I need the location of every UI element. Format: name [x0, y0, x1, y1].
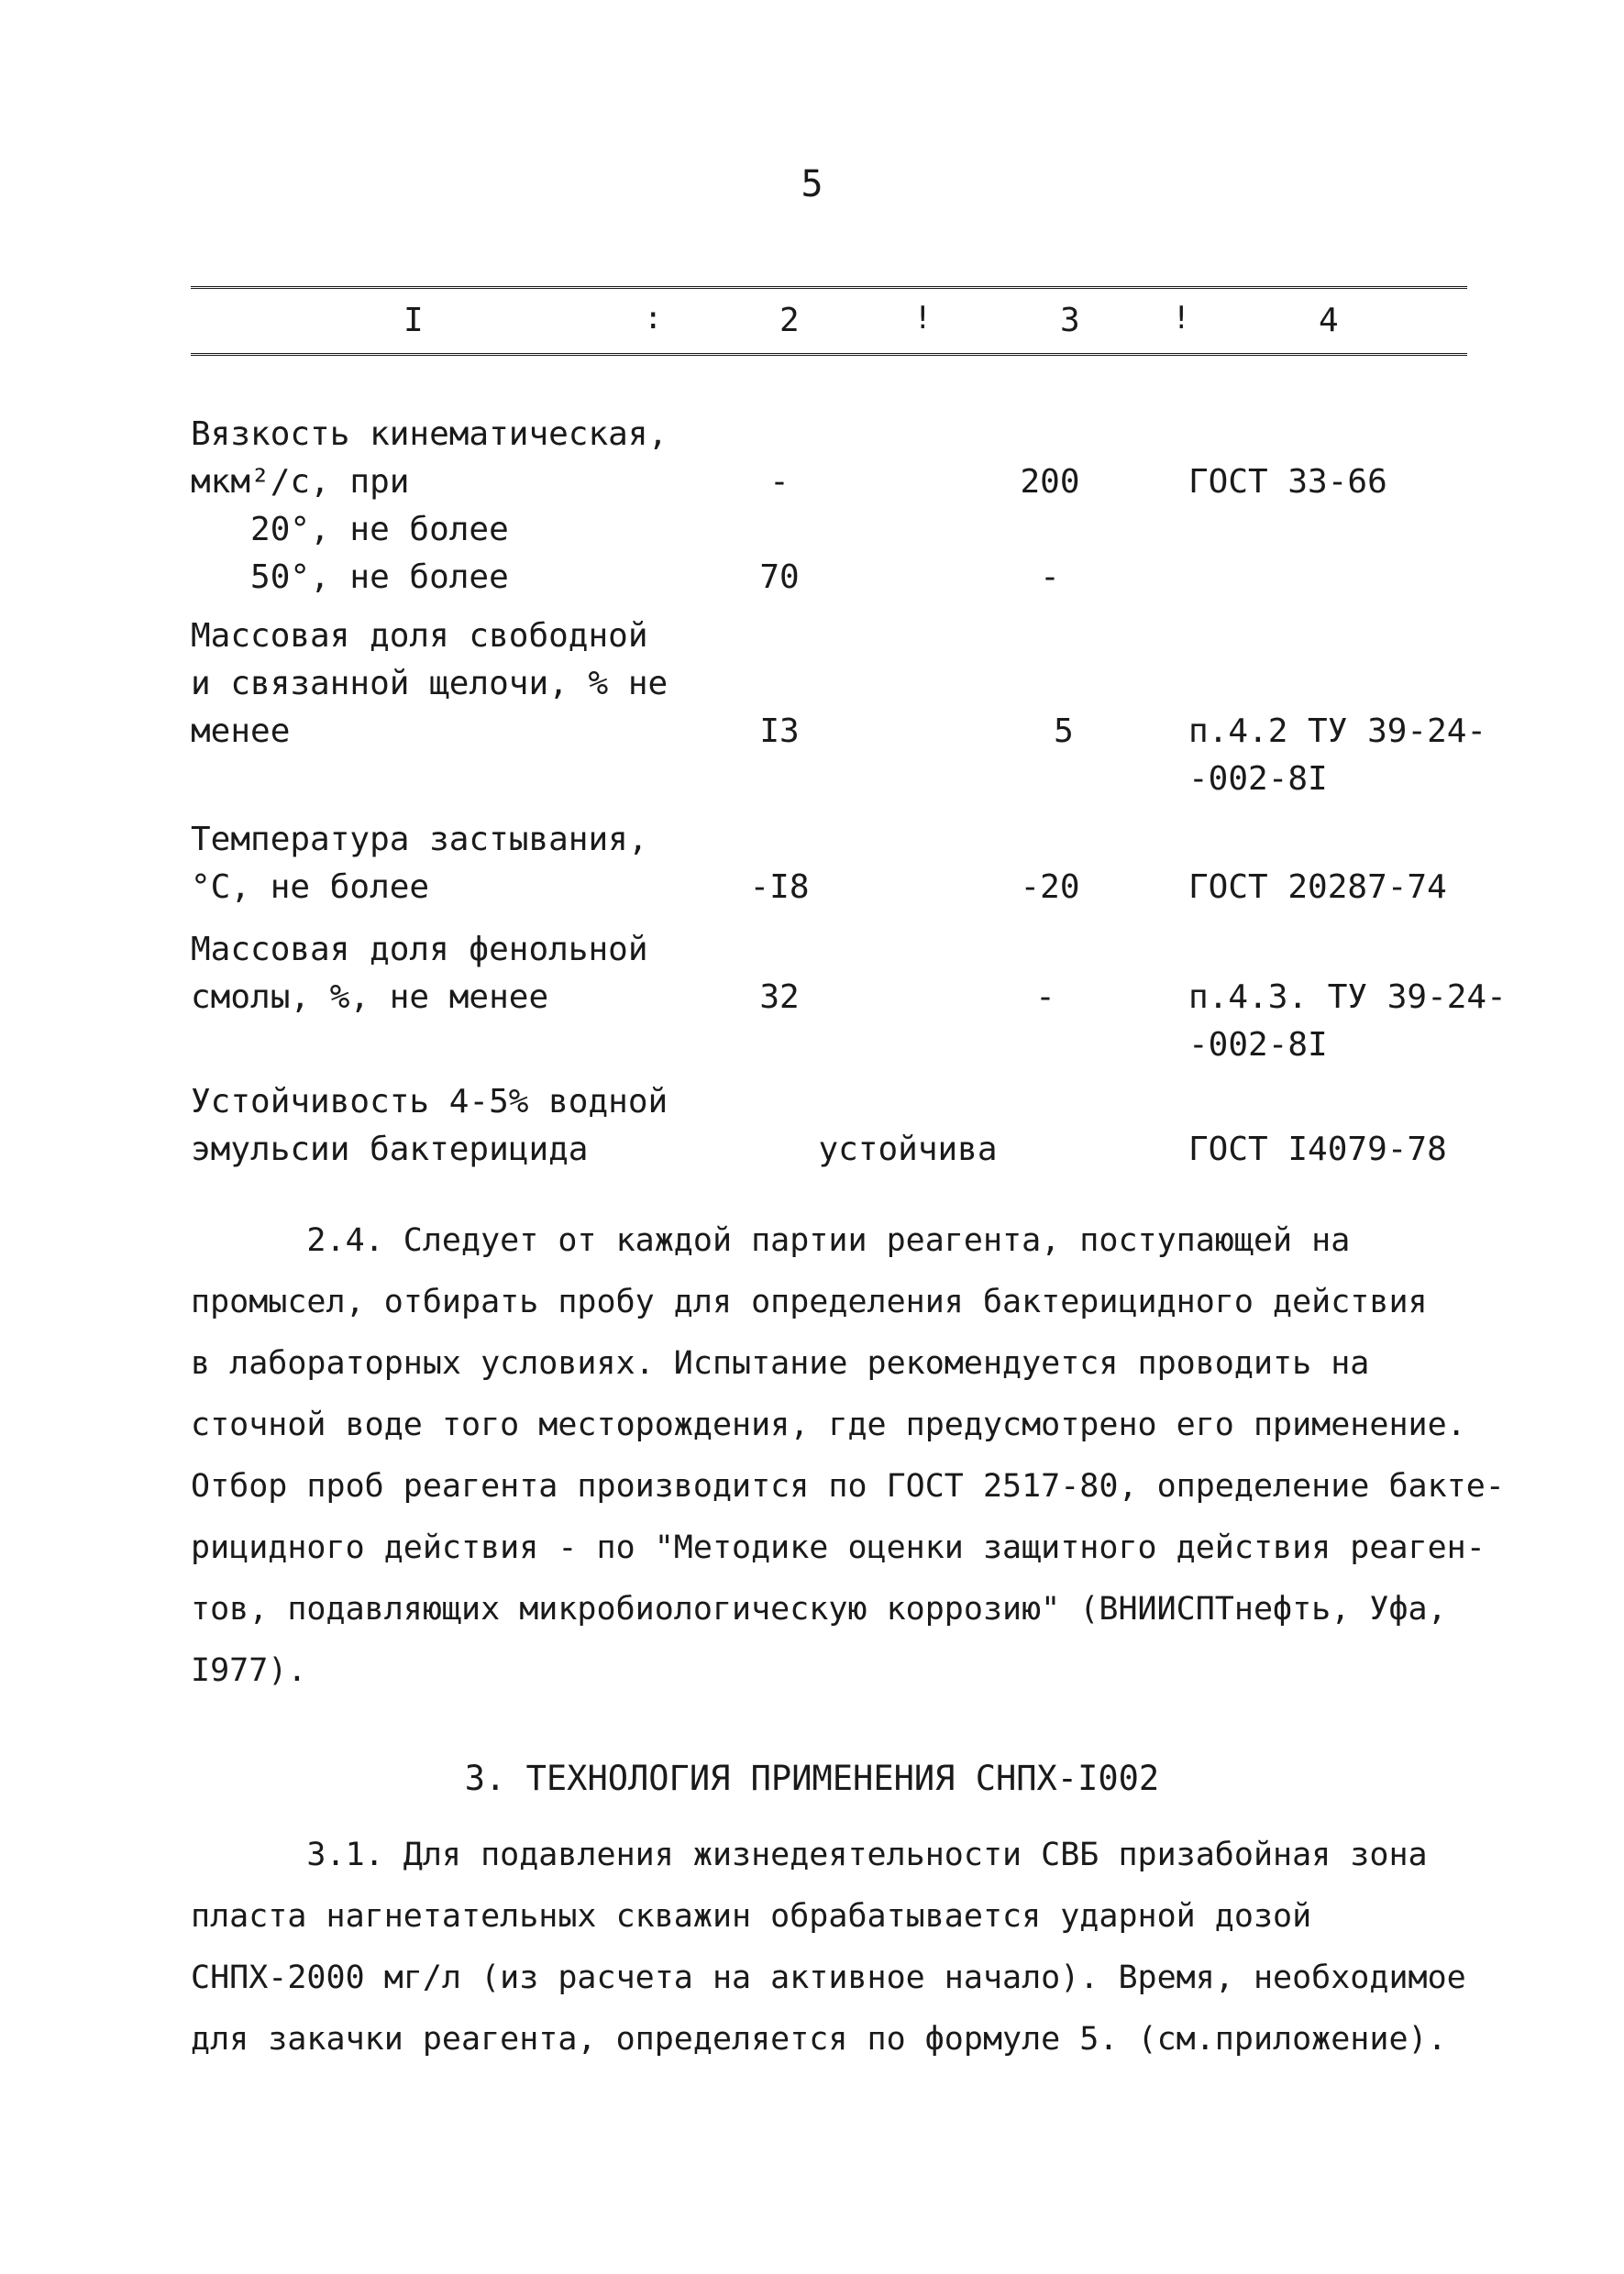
cell-alkali-col3: 5 — [1054, 712, 1074, 750]
cell-alkali-col4: п.4.2 ТУ 39-24- -002-8I — [1188, 712, 1487, 798]
cell-pour-point-col4: ГОСТ 20287-74 — [1188, 868, 1447, 906]
cell-pour-point-col3: -20 — [1020, 868, 1080, 906]
paragraph-2-4: 2.4. Следует от каждой партии реагента, поступающей на промысел, отбирать пробу для определения бактерицидного действия в лабораторных условиях. Испытание рекомендуется проводить на сточной воде того месторождения, где предусмотрено его применение. Отбор проб реагента производится по ГОСТ 2517-80, определение бакте- рицидного действия - по "Методике оценки защитного действия реаген- тов, подавляющих микробиологическую коррозию" (ВНИИСПТнефть, Уфа, I977). — [191, 1222, 1505, 1689]
column-separator: ! — [913, 300, 933, 337]
paragraph-3-1: 3.1. Для подавления жизнедеятельности СВБ призабойная зона пласта нагнетательных скважин обрабатывается ударной дозой СНПХ-2000 мг/л (из расчета на активное начало). Время, необходимое для закачки реагента, определяется по формуле 5. (см.приложение). — [191, 1837, 1466, 2058]
column-number-1: I — [403, 302, 424, 339]
cell-viscosity-col3: 200 - — [1020, 463, 1080, 596]
table-header — [191, 286, 1467, 356]
row-label-viscosity: Вязкость кинематическая, мкм²/с, при 20°, не более 50°, не более — [191, 415, 668, 596]
cell-phenolic-resin-col2: 32 — [759, 978, 800, 1016]
cell-phenolic-resin-col3: - — [1035, 978, 1055, 1016]
column-separator: ! — [1172, 300, 1191, 337]
cell-viscosity-col2: - 70 — [759, 463, 800, 596]
column-separator: : — [644, 300, 663, 337]
row-label-alkali: Массовая доля свободной и связанной щелочи, % не менее — [191, 617, 668, 750]
cell-alkali-col2: I3 — [759, 712, 800, 750]
row-label-emulsion-stability: Устойчивость 4-5% водной эмульсии бактерицида — [191, 1083, 668, 1168]
section-heading: 3. ТЕХНОЛОГИЯ ПРИМЕНЕНИЯ СНПХ-I002 — [464, 1759, 1160, 1798]
cell-emulsion-stability-col4: ГОСТ I4079-78 — [1188, 1131, 1447, 1168]
cell-viscosity-col4: ГОСТ 33-66 — [1188, 463, 1387, 501]
cell-emulsion-stability-col2-3: устойчива — [818, 1131, 998, 1168]
column-number-4: 4 — [1319, 302, 1339, 339]
cell-pour-point-col2: -I8 — [749, 868, 810, 906]
column-number-2: 2 — [779, 302, 800, 339]
page-number: 5 — [801, 163, 823, 205]
row-label-phenolic-resin: Массовая доля фенольной смолы, %, не менее — [191, 931, 648, 1016]
cell-phenolic-resin-col4: п.4.3. ТУ 39-24- -002-8I — [1188, 978, 1507, 1064]
row-label-pour-point: Температура застывания, °С, не более — [191, 821, 648, 906]
column-number-3: 3 — [1060, 302, 1080, 339]
